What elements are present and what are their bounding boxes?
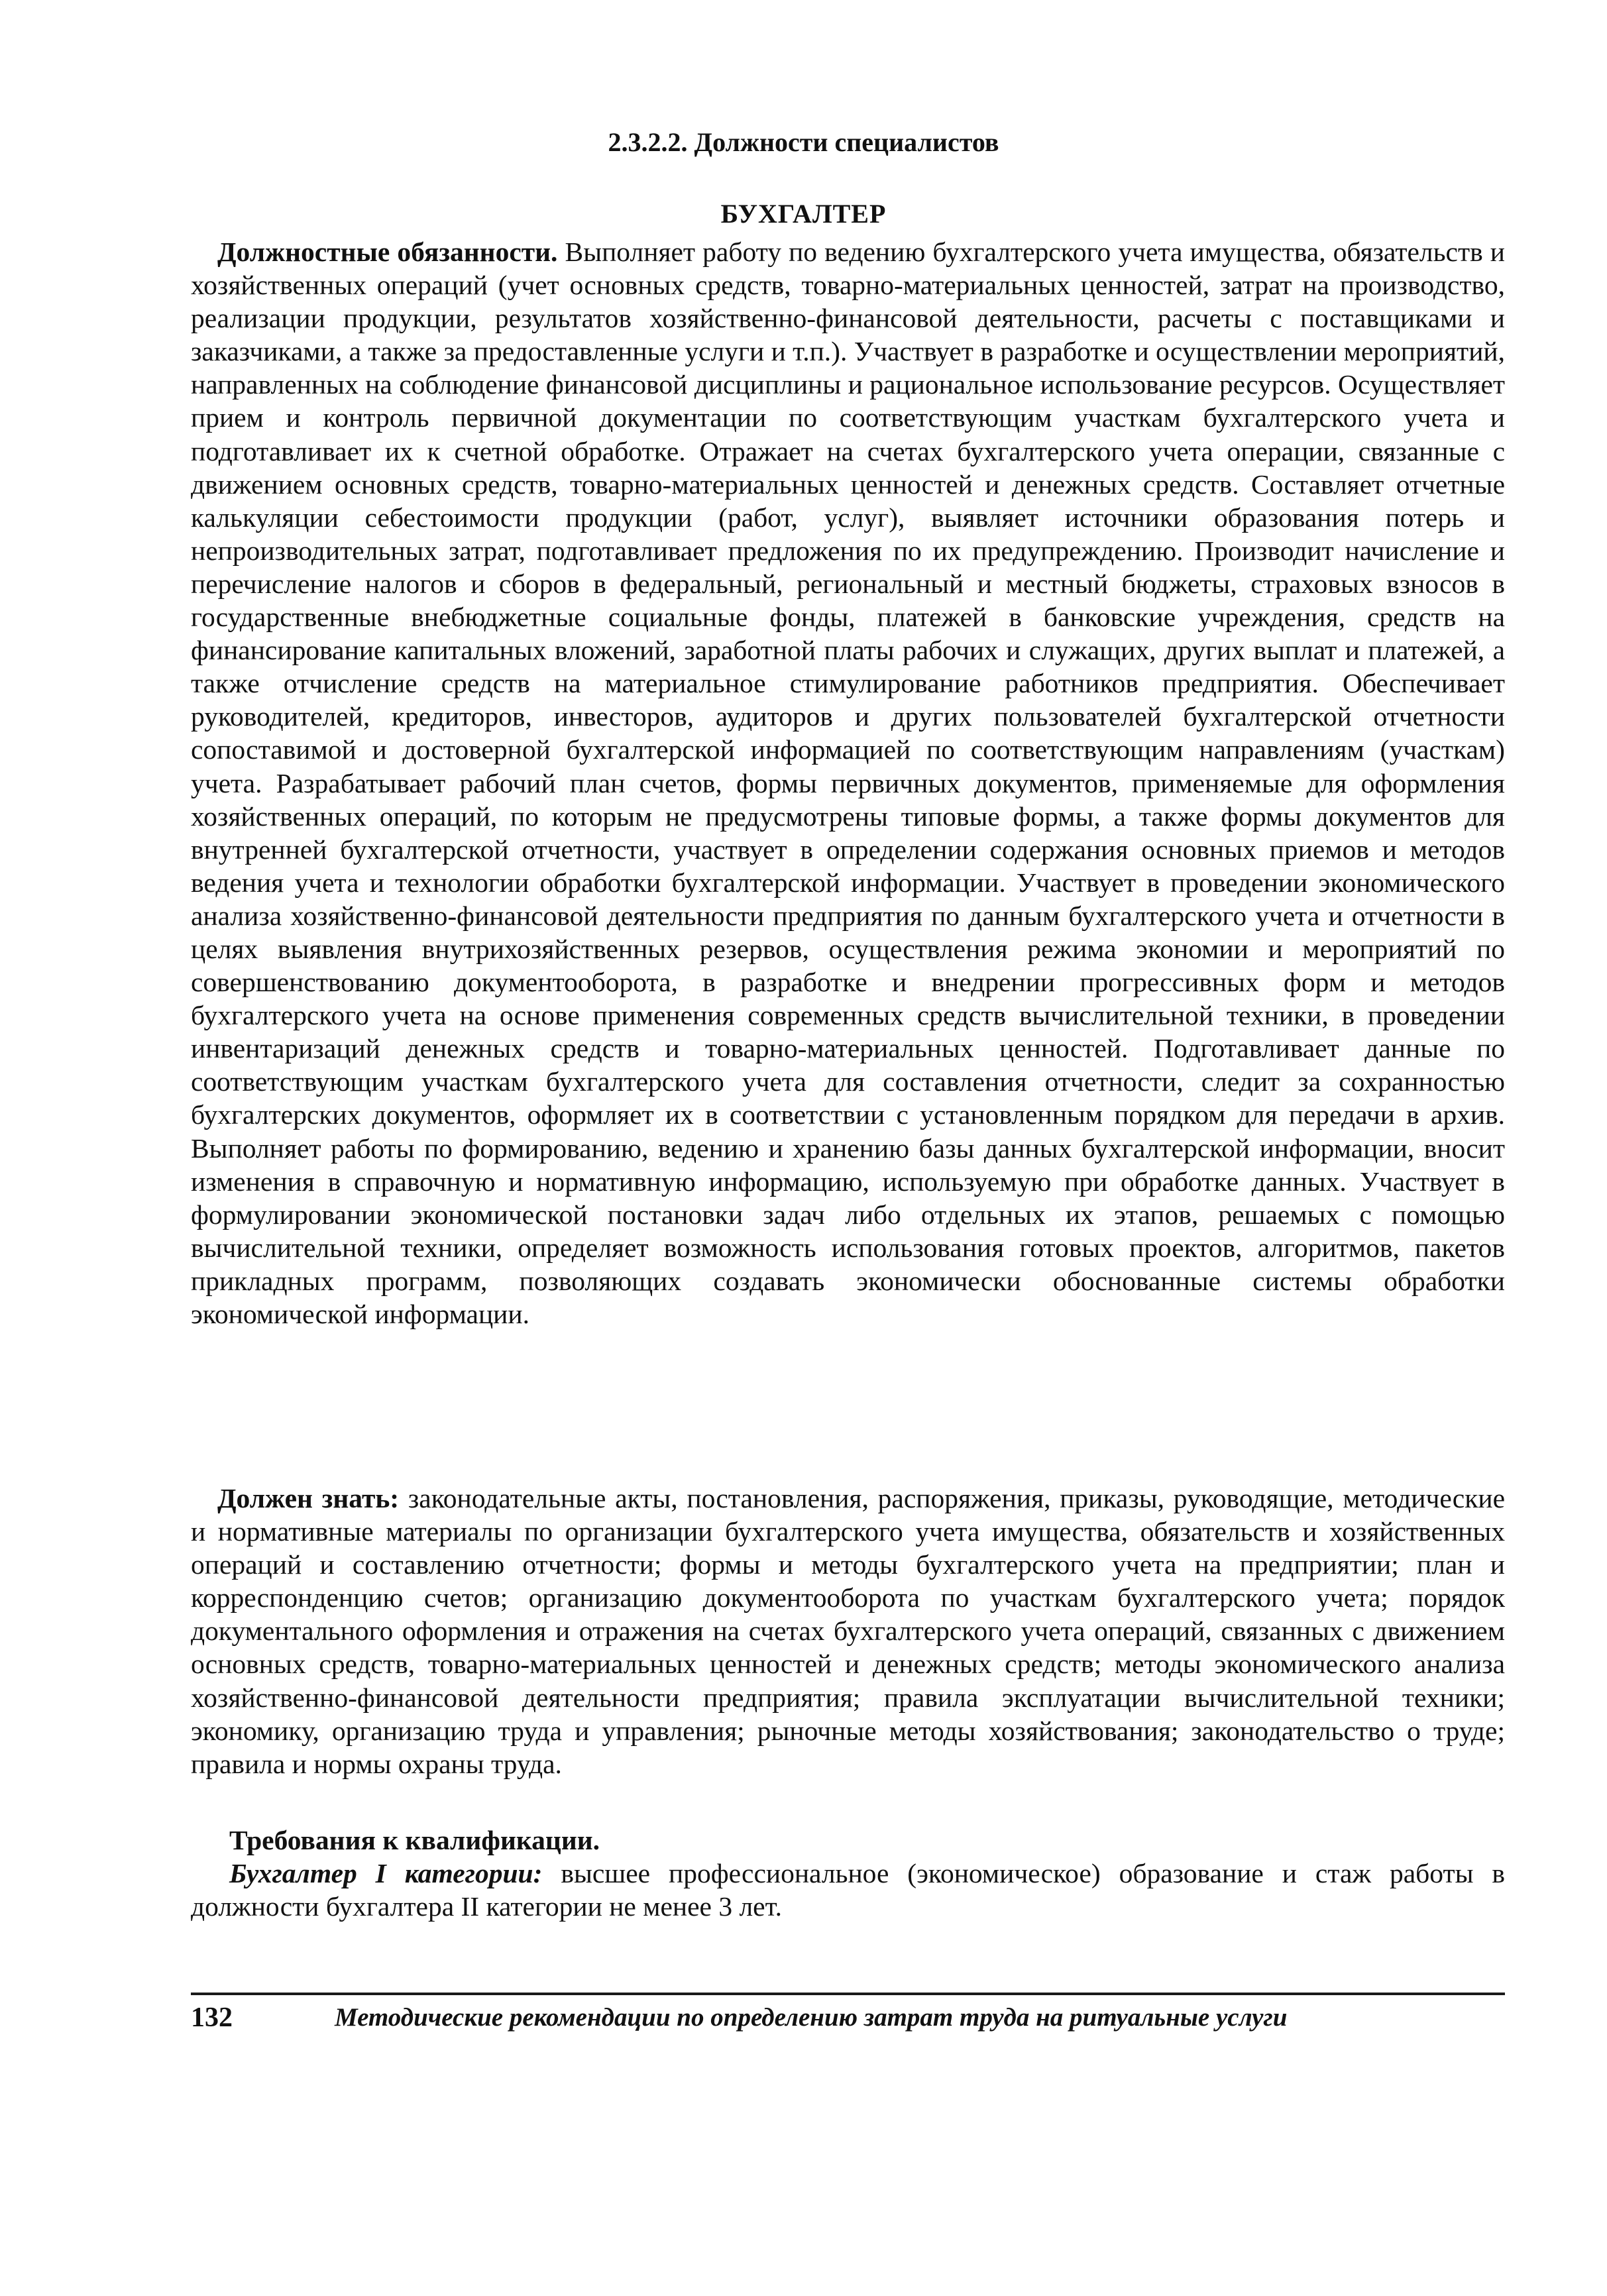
running-footer-title: Методические рекомендации по определению затрат труда на ритуальные услуги [335,2003,1288,2032]
footer-divider [191,1993,1505,1995]
knowledge-text: законодательные акты, постановления, распоряжения, приказы, руководящие, методические и нормативные материалы по организации бухгалтерского учета имущества, обязательств и хозяйственных операций и составлению отчетности; формы и методы бухгалтерского учета на предприятии; план и корреспонденцию счетов; организацию документооборота по участкам бухгалтерского учета; порядок документального оформления и отражения на счетах бухгалтерского учета операций, связанных с движением основных средств, товарно-материальных ценностей и денежных средств; методы экономического анализа хозяйственно-финансовой деятельности предприятия; правила эксплуатации вычислительной техники; экономику, организацию труда и управления; рыночные методы хозяйствования; законодательство о труде; правила и нормы охраны труда. [191,1483,1506,1779]
job-title: БУХГАЛТЕР [720,199,887,229]
page-number: 132 [191,2002,233,2033]
duties-paragraph [191,235,1505,1331]
category-paragraph [191,1857,1505,1923]
duties-text: Выполняет работу по ведению бухгалтерского учета имущества, обязательств и хозяйственных операций (учет основных средств, товарно-материальных ценностей, затрат на производство, реализации продукции, результатов хозяйственно-финансовой деятельности, расчеты с поставщиками и заказчиками, а также за предоставленные услуги и т.п.). Участвует в разработке и осуществлении мероприятий, направленных на соблюдение финансовой дисциплины и рациональное использование ресурсов. Осуществляет прием и контроль первичной документации по соответствующим участкам бухгалтерского учета и подготавливает их к счетной обработке. Отражает на счетах бухгалтерского учета операции, связанные с движением основных средств, товарно-материальных ценностей и денежных средств. Составляет отчетные калькуляции себестоимости продукции (работ, услуг), выявляет источники образования потерь и непроизводительных затрат, подготавливает предложения по их предупреждению. Производит начисление и перечисление налогов и сборов в федеральный, региональный и местный бюджеты, страховых взносов в государственные внебюджетные социальные фонды, платежей в банковские учреждения, средств на финансирование капитальных вложений, заработной платы рабочих и служащих, других выплат и платежей, а также отчисление средств на материальное стимулирование работников предприятия. Обеспечивает руководителей, кредиторов, инвесторов, аудиторов и других пользователей бухгалтерской отчетности сопоставимой и достоверной бухгалтерской информацией по соответствующим направлениям (участкам) учета. Разрабатывает рабочий план счетов, формы первичных документов, применяемые для оформления хозяйственных операций, по которым не предусмотрены типовые формы, а также формы документов для внутренней бухгалтерской отчетности, участвует в определении содержания основных приемов и методов ведения учета и технологии обработки бухгалтерской информации. Участвует в проведении экономического анализа хозяйственно-финансовой деятельности предприятия по данным бухгалтерского учета и отчетности в целях выявления внутрихозяйственных резервов, осуществления режима экономии и мероприятий по совершенствованию документооборота, в разработке и внедрении прогрессивных форм и методов бухгалтерского учета на основе применения современных средств вычислительной техники, в проведении инвентаризаций денежных средств и товарно-материальных ценностей. Подготавливает данные по соответствующим участкам бухгалтерского учета для составления отчетности, следит за сохранностью бухгалтерских документов, оформляет их в соответствии с установленным порядком для передачи в архив. Выполняет работы по формированию, ведению и хранению базы данных бухгалтерской информации, вносит изменения в справочную и нормативную информацию, используемую при обработке данных. Участвует в формулировании экономической постановки задач либо отдельных их этапов, решаемых с помощью вычислительной техники, определяет возможность использования готовых проектов, алгоритмов, пакетов прикладных программ, позволяющих создавать экономически обоснованные системы обработки экономической информации. [191,237,1505,1329]
section-title: 2.3.2.2. Должности специалистов [608,127,999,157]
category-label: Бухгалтер I категории: [229,1858,543,1888]
requirements-section [191,1857,1505,1923]
duties-section [191,235,1505,1331]
knowledge-label: Должен знать: [217,1483,400,1513]
knowledge-paragraph [191,1482,1505,1780]
category-text: высшее профессиональное (экономическое) образование и стаж работы в должности бухгалтера II категории не менее 3 лет. [191,1858,1505,1922]
duties-label: Должностные обязанности. [217,237,558,267]
requirements-heading: Требования к квалификации. [229,1825,600,1855]
knowledge-section [191,1482,1505,1780]
